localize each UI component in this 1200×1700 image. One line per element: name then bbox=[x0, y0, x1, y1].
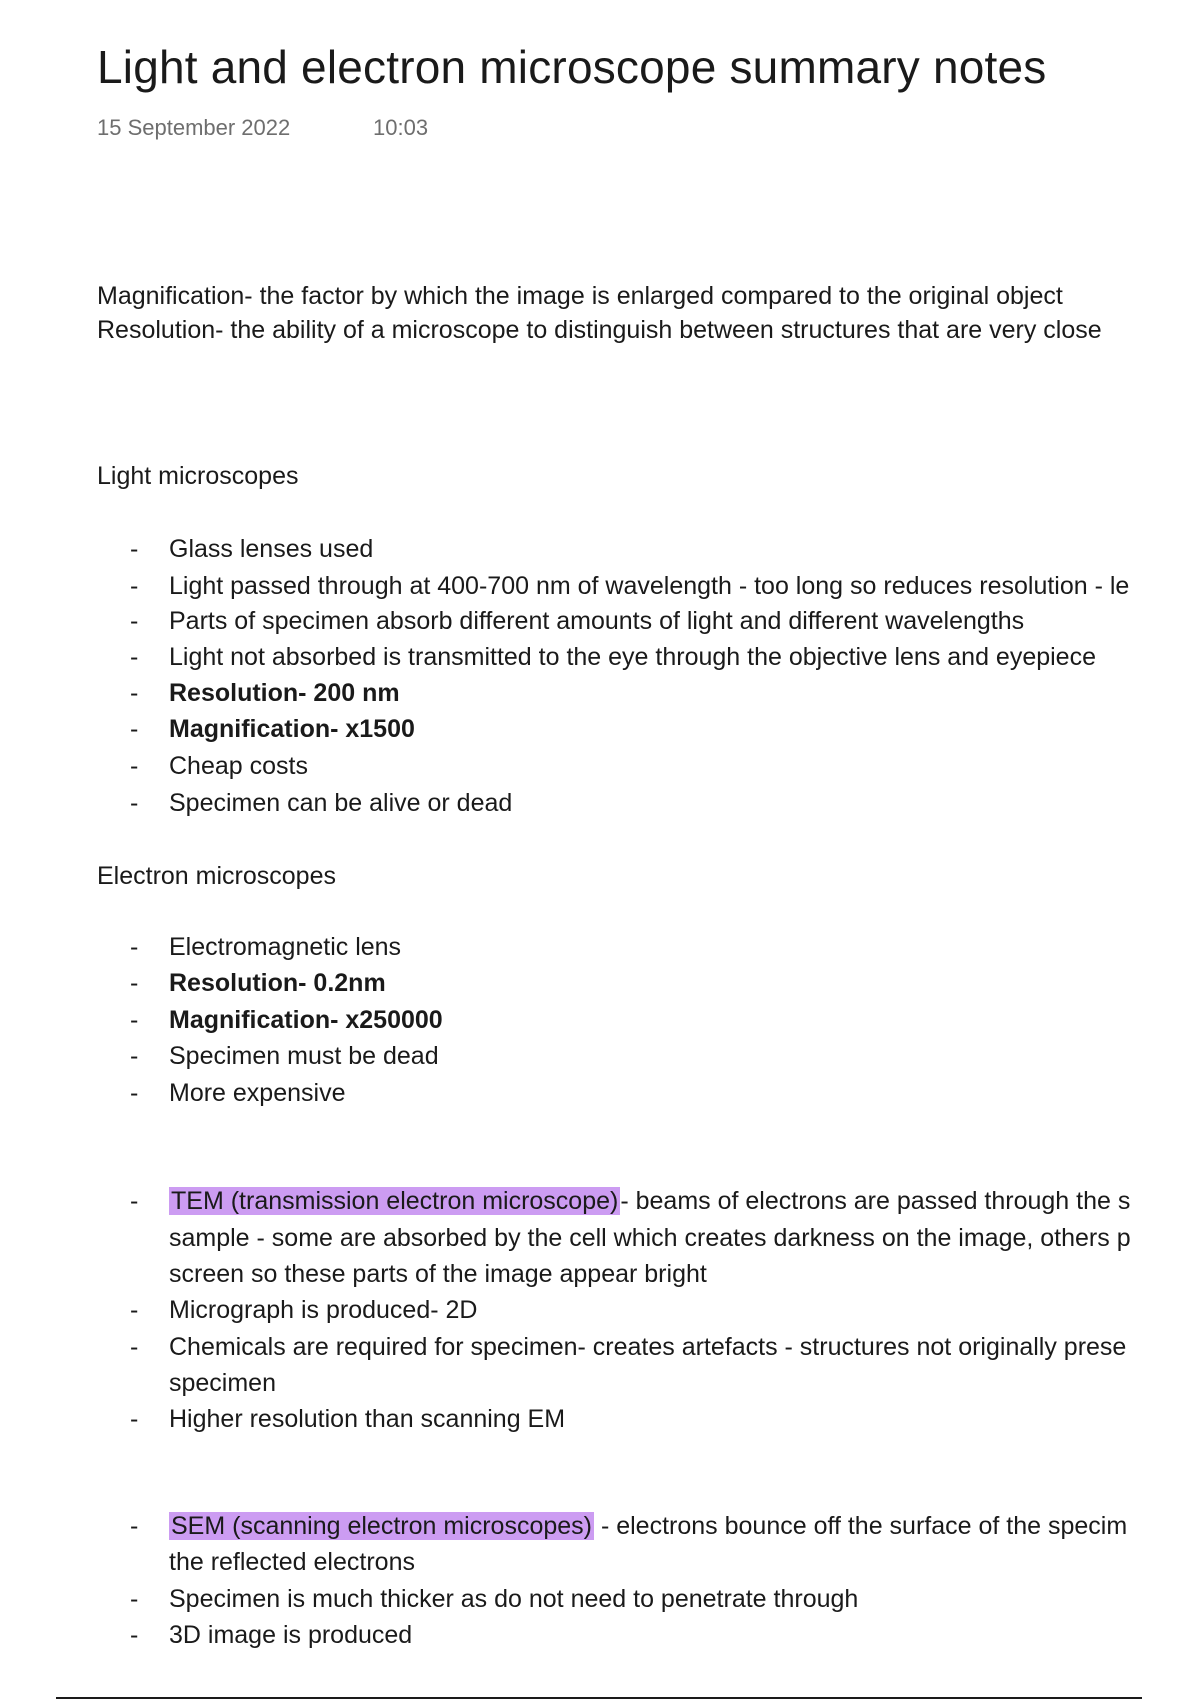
list-item-text: Chemicals are required for specimen- creates artefacts - structures not originally prese bbox=[169, 1333, 1127, 1361]
list-item-text: Magnification- x250000 bbox=[169, 1006, 443, 1034]
list-item-text: Electromagnetic lens bbox=[169, 933, 402, 961]
list-item-text: Cheap costs bbox=[169, 752, 308, 780]
list-item-text: Light passed through at 400-700 nm of wavelength - too long so reduces resolution - le bbox=[169, 572, 1130, 600]
page-title: Light and electron microscope summary notes bbox=[97, 41, 1047, 93]
list-item-text: Specimen can be alive or dead bbox=[169, 789, 513, 817]
tem-description-line-2: sample - some are absorbed by the cell which creates darkness on the image, others p bbox=[169, 1224, 1131, 1252]
note-page: Light and electron microscope summary notes 15 September 2022 10:03 Magnification- the factor by which the image is enlarged compared to the original object Resolution- the ability of a microscope to distinguish between structures that are very close Light microscopes - Glass lenses used - Light passed through at 400-700 nm of wavelength - too long so reduces resolution - le - Parts of specimen absorb different amounts of light and different wavelengths - Light not absorbed is transmitted to the eye through the objective lens and eyepiece - Resolution- 200 nm - Magnification- x1500 - Cheap costs - Specimen can be alive or dead Electron microscopes - Electromagnetic lens - Resolution- 0.2nm - Magnification- x250000 - Specimen must be dead - More expensive - TEM (transmission electron microscope)- beams of electrons are passed through the s sample - some are absorbed by the cell which creates darkness on the image, others p screen so these parts of the image appear bright - Micrograph is produced- 2D - Chemicals are required for specimen- creates artefacts - structures not originally prese specimen - Higher resolution than scanning EM - SEM (scanning electron microscopes) - electrons bounce off the surface of the specim the reflected electrons - Specimen is much thicker as do not need to penetrate through - 3D image is produced bbox=[0, 0, 1200, 1700]
list-item-text: Glass lenses used bbox=[169, 535, 374, 563]
list-item-text: Resolution- 0.2nm bbox=[169, 969, 386, 997]
sem-description: - electrons bounce off the surface of the specim bbox=[594, 1512, 1128, 1540]
tem-description: - beams of electrons are passed through the s bbox=[620, 1187, 1131, 1215]
list-item-continuation: specimen bbox=[169, 1369, 276, 1397]
note-time: 10:03 bbox=[373, 115, 429, 140]
sem-description-line-2: the reflected electrons bbox=[169, 1548, 415, 1576]
list-item-text: Magnification- x1500 bbox=[169, 715, 415, 743]
list-item-text: More expensive bbox=[169, 1079, 346, 1107]
sem-highlight: SEM (scanning electron microscopes) bbox=[171, 1512, 592, 1540]
definition-resolution: Resolution- the ability of a microscope to distinguish between structures that are very close bbox=[97, 316, 1102, 344]
list-item-text: Specimen is much thicker as do not need to penetrate through bbox=[169, 1585, 859, 1613]
heading-light-microscopes: Light microscopes bbox=[97, 462, 299, 490]
tem-highlight: TEM (transmission electron microscope) bbox=[171, 1187, 619, 1215]
list-item-text: Resolution- 200 nm bbox=[169, 679, 400, 707]
list-item-text: Micrograph is produced- 2D bbox=[169, 1296, 478, 1324]
heading-electron-microscopes: Electron microscopes bbox=[97, 862, 336, 890]
definition-magnification: Magnification- the factor by which the image is enlarged compared to the original object bbox=[97, 282, 1063, 310]
tem-description-line-3: screen so these parts of the image appear bright bbox=[169, 1260, 707, 1288]
list-item-text: 3D image is produced bbox=[169, 1621, 413, 1649]
list-item-text: Specimen must be dead bbox=[169, 1042, 439, 1070]
note-date: 15 September 2022 bbox=[97, 115, 291, 140]
page-divider bbox=[56, 1697, 1142, 1699]
list-item-text: Parts of specimen absorb different amounts of light and different wavelengths bbox=[169, 607, 1025, 635]
list-item-text: Higher resolution than scanning EM bbox=[169, 1405, 566, 1433]
list-item-text: Light not absorbed is transmitted to the eye through the objective lens and eyepiece bbox=[169, 643, 1096, 671]
